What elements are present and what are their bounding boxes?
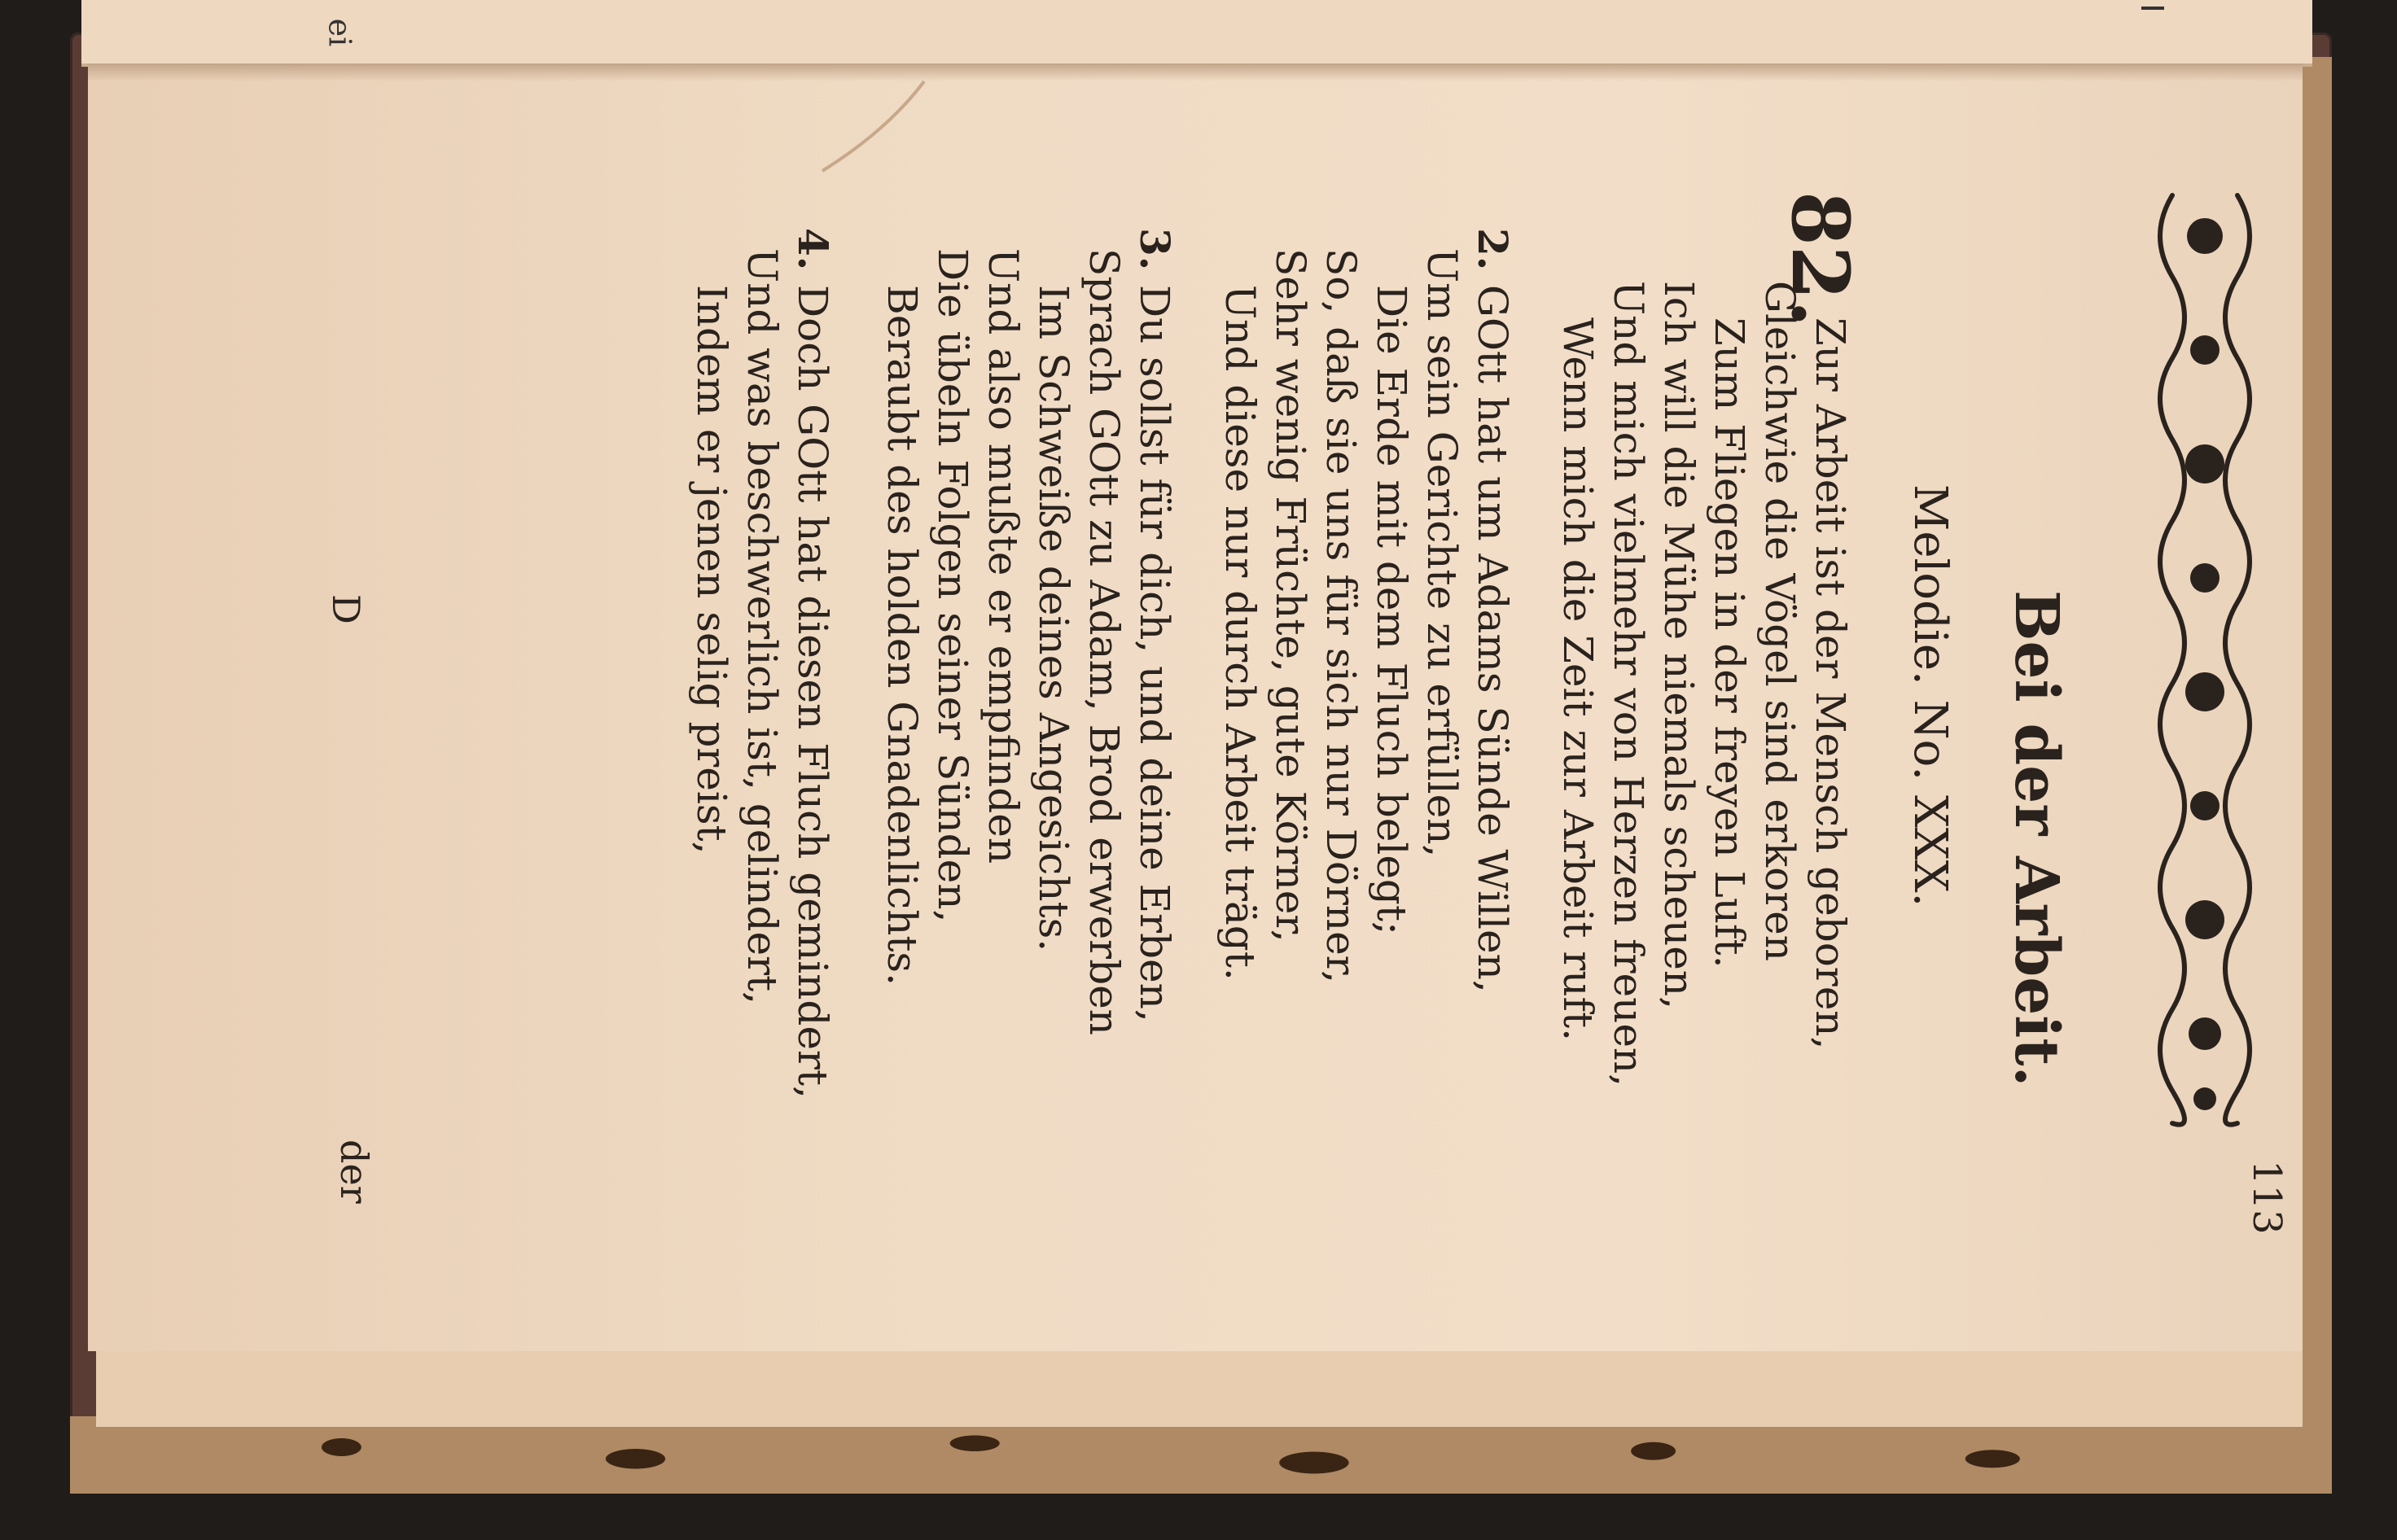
stanza-line: Um sein Gerichte zu erfüllen, xyxy=(1418,248,1466,858)
stanza-line: Die übeln Folgen seiner Sünden, xyxy=(929,248,976,923)
page-number: 113 xyxy=(2244,1160,2290,1235)
stanza-line: Du sollst für dich, und deine Erben, xyxy=(1131,285,1178,1022)
stanza-number: 4. xyxy=(789,228,837,271)
stanza-line: GOtt hat um Adams Sünde Willen, xyxy=(1469,285,1516,993)
stanza-line: Doch GOtt hat diesen Fluch gemindert, xyxy=(789,285,836,1099)
stanza-line: Gleichwie die Vögel sind erkoren xyxy=(1756,281,1803,961)
stanza-line: Die Erde mit dem Fluch belegt; xyxy=(1368,285,1415,935)
stanza-line: Indem er jenen selig preist, xyxy=(688,285,735,855)
stanza-line: Zur Arbeit ist der Mensch geboren, xyxy=(1807,317,1854,1050)
stanza-line: Sprach GOtt zu Adam, Brod erwerben xyxy=(1080,248,1128,1035)
stanza-line: Ich will die Mühe niemals scheuen, xyxy=(1655,281,1702,1009)
stanza-number: 3. xyxy=(1131,228,1179,271)
stanza-line: Im Schweiße deines Angesichts. xyxy=(1030,285,1077,952)
section-title: Bei der Arbeit. xyxy=(2001,590,2071,1087)
hymn-number: 82. xyxy=(1774,191,1866,328)
stanza-line: Und was beschwerlich ist, gelindert, xyxy=(738,248,786,1005)
stanza-line: Sehr wenig Früchte, gute Körner, xyxy=(1267,248,1314,943)
stanza-number: 2. xyxy=(1469,228,1517,271)
stanza-line: Und diese nur durch Arbeit trägt. xyxy=(1216,285,1264,981)
stanza-line: Und also mußte er empfinden xyxy=(979,248,1027,864)
catchword: der xyxy=(332,1140,376,1204)
melody-reference: Melodie. No. XXX. xyxy=(1904,484,1957,908)
facing-page-fragment: ei xyxy=(322,18,358,47)
stanza-line: Beraubt des holden Gnadenlichts. xyxy=(879,285,926,986)
stanza-line: Zum Fliegen in der freyen Luft. xyxy=(1706,317,1753,969)
stanza-line: Und mich vielmehr von Herzen freuen, xyxy=(1605,281,1652,1087)
signature-mark: D xyxy=(324,594,368,624)
stanza-line: So, daß sie uns für sich nur Dörner, xyxy=(1317,248,1365,983)
stanza-line: Wenn mich die Zeit zur Arbeit ruft. xyxy=(1554,317,1602,1042)
